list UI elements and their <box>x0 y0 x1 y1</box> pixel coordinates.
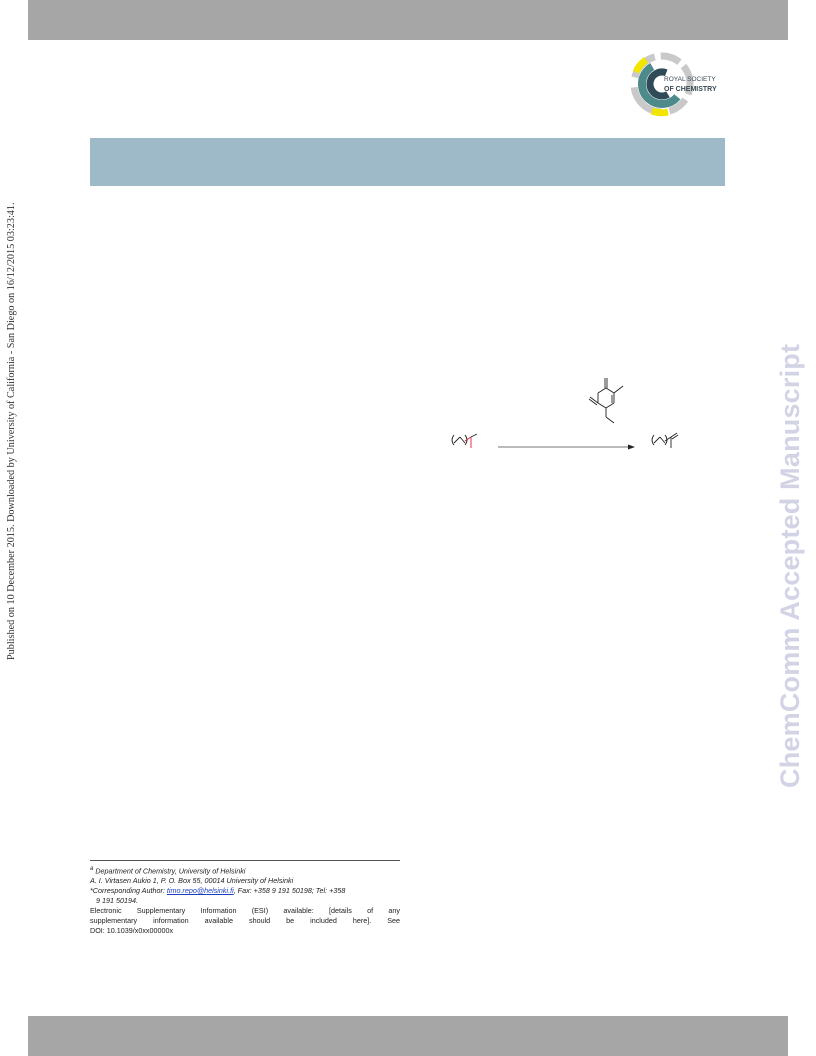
rsc-logo <box>628 50 732 120</box>
accepted-manuscript-watermark: ChemComm Accepted Manuscript <box>775 343 805 788</box>
footnotes <box>90 860 400 936</box>
footer-band <box>28 1016 788 1056</box>
affiliation-text: Department of Chemistry, University of Helsinki <box>95 866 246 876</box>
footnote-address: A. I. Virtasen Aukio 1, P. O. Box 55, 00014 University of Helsinki <box>90 876 294 886</box>
title-band <box>90 138 725 186</box>
header-band <box>28 0 788 40</box>
corresponding-prefix: *Corresponding Author: <box>90 886 167 896</box>
publication-stamp: Published on 10 December 2015. Downloaded by University of California - San Diego on 16/12/2015 03:23:41. <box>6 202 17 660</box>
footnote-doi: DOI: 10.1039/x0xx00000x <box>90 926 174 936</box>
footnote-esi-line-1: Electronic Supplementary Information (ESI) available: [details of any <box>90 906 400 916</box>
reaction-scheme <box>440 355 700 475</box>
reaction-scheme-graphic <box>440 355 700 475</box>
author-email-link[interactable]: timo.repo@helsinki.fi <box>166 886 234 896</box>
footnote-affiliation <box>90 864 400 876</box>
product-structure <box>652 433 678 448</box>
footnote-rule <box>90 860 400 861</box>
catalyst-structure <box>589 378 623 423</box>
footnote-contact-continued: 9 191 50194. <box>96 896 138 906</box>
footnote-corresponding <box>90 886 400 896</box>
logo-line-1: ROYAL SOCIETY <box>664 76 716 83</box>
reaction-arrow-head <box>628 445 635 450</box>
footnote-esi-line-2: supplementary information available should be included here]. See <box>90 916 400 926</box>
substrate-structure <box>452 434 477 448</box>
logo-line-2: OF CHEMISTRY <box>664 86 717 93</box>
contact-suffix: , Fax: +358 9 191 50198; Tel: +358 <box>233 886 346 896</box>
affiliation-mark: a <box>90 866 94 872</box>
